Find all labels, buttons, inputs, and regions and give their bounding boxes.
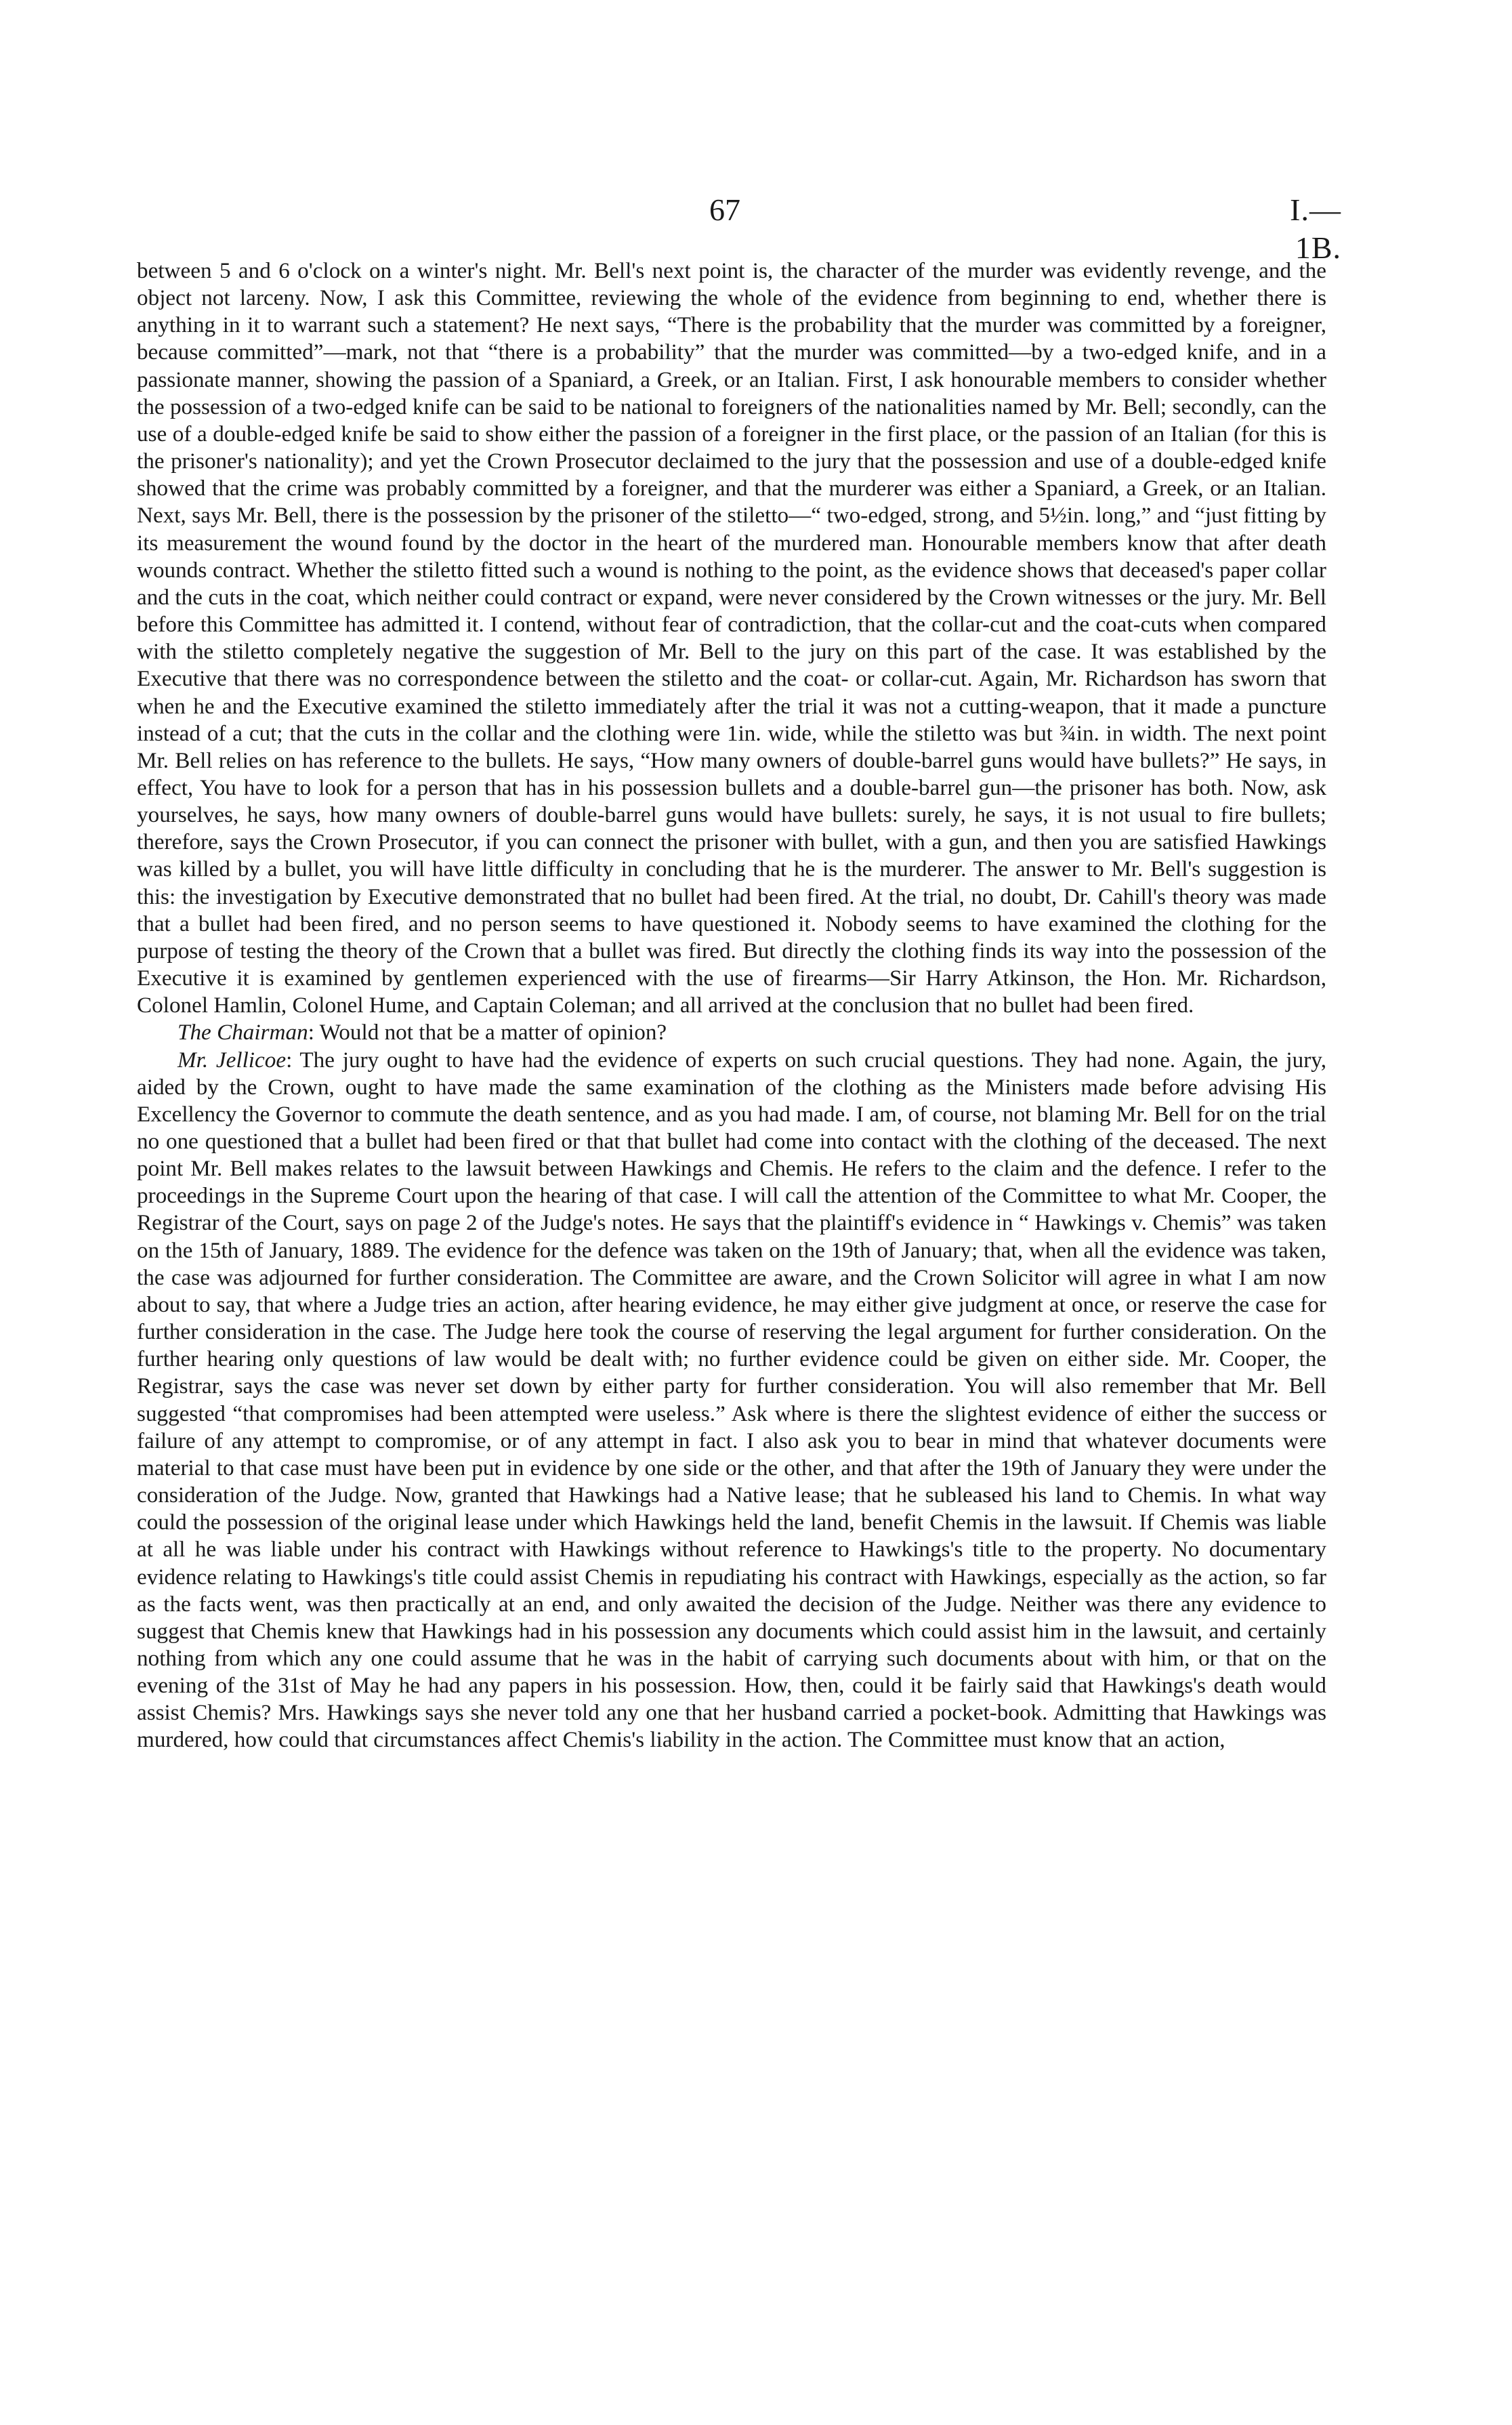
speaker-name: Mr. Jellicoe (177, 1047, 287, 1073)
paragraph-text: : The jury ought to have had the evidence of experts on such crucial questions. They had none. Again, the jury, aided by the Crown, ought to have made the same examination of the clothing as the Ministers made before advising His Excellency the Governor to commute the death sentence, and as you had made. I am, of course, not blaming Mr. Bell for on the trial no one questioned that a bullet had been fired or that that bullet had come into contact with the clothing of the deceased. The next point Mr. Bell makes relates to the lawsuit between Hawkings and Chemis. He refers to the claim and the defence. I refer to the proceedings in the Supreme Court upon the hearing of that case. I will call the attention of the Committee to what Mr. Cooper, the Registrar of the Court, says on page 2 of the Judge's notes. He says that the plaintiff's evidence in “ Hawkings v. Chemis” was taken on the 15th of January, 1889. The evidence for the defence was taken on the 19th of January; that, when all the evidence was taken, the case was adjourned for further consideration. The Committee are aware, and the Crown Solicitor will agree in what I am now about to say, that where a Judge tries an action, after hearing evidence, he may either give judgment at once, or reserve the case for further consideration in the case. The Judge here took the course of reserving the legal argument for further consideration. On the further hearing only questions of law would be dealt with; no further evidence could be given on either side. Mr. Cooper, the Registrar, says the case was never set down by either party for further consideration. You will also remember that Mr. Bell suggested “that compromises had been attempted were useless.” Ask where is there the slightest evidence of either the success or failure of any attempt to compromise, or of any attempt in fact. I also ask you to bear in mind that whatever documents were material to that case must have been put in evidence by one side or the other, and that after the 19th of January they were under the consideration of the Judge. Now, granted that Hawkings had a Native lease; that he subleased his land to Chemis. In what way could the possession of the original lease under which Hawkings held the land, benefit Chemis in the lawsuit. If Chemis was liable at all he was liable under his contract with Hawkings without reference to Hawkings's title to the property. No documentary evidence relating to Hawkings's title could assist Chemis in repudiating his contract with Hawkings, especially as the action, so far as the facts went, was then practically at an end, and only awaited the decision of the Judge. Neither was there any evidence to suggest that Chemis knew that Hawkings had in his possession any documents which could assist him in the lawsuit, and certainly nothing from which any one could assume that he was in the habit of carrying such documents about with him, or that on the evening of the 31st of May he had any papers in his possession. How, then, could it be fairly said that Hawkings's death would assist Chemis? Mrs. Hawkings says she never told any one that her husband carried a pocket-book. Admitting that Hawkings was murdered, how could that circumstances affect Chemis's liability in the action. The Committee must know that an action, (137, 1047, 1326, 1753)
document-reference: I.—1B. (1290, 192, 1341, 265)
speaker-name: The Chairman (177, 1020, 308, 1045)
paragraph-text: between 5 and 6 o'clock on a winter's night. Mr. Bell's next point is, the character of the murder was evidently revenge, and the object not larceny. Now, I ask this Committee, reviewing the whole of the evidence from beginning to end, whether there is anything in it to warrant such a statement? He next says, “There is the probability that the murder was committed by a foreigner, because committed”—mark, not that “there is a probability” that the murder was committed—by a two-edged knife, and in a passionate manner, showing the passion of a Spaniard, a Greek, or an Italian. First, I ask honourable members to consider whether the possession of a two-edged knife can be said to be national to foreigners of the nationalities named by Mr. Bell; secondly, can the use of a double-edged knife be said to show either the passion of a foreigner in the first place, or the passion of an Italian (for this is the prisoner's nationality); and yet the Crown Prosecutor declaimed to the jury that the possession and use of a double-edged knife showed that the crime was probably committed by a foreigner, and that the murderer was either a Spaniard, a Greek, or an Italian. Next, says Mr. Bell, there is the possession by the prisoner of the stiletto—“ two-edged, strong, and 5½in. long,” and “just fitting by its measurement the wound found by the doctor in the heart of the murdered man. Honourable members know that after death wounds contract. Whether the stiletto fitted such a wound is nothing to the point, as the evidence shows that deceased's paper collar and the cuts in the coat, which neither could contract or expand, were never considered by the Crown witnesses or the jury. Mr. Bell before this Committee has admitted it. I contend, without fear of contradiction, that the collar-cut and the coat-cuts when compared with the stiletto completely negative the suggestion of Mr. Bell to the jury on this part of the case. It was established by the Executive that there was no correspondence between the stiletto and the coat- or collar-cut. Again, Mr. Richardson has sworn that when he and the Executive examined the stiletto immediately after the trial it was not a cutting-weapon, that it made a puncture instead of a cut; that the cuts in the collar and the clothing were 1in. wide, while the stiletto was but ¾in. in width. The next point Mr. Bell relies on has reference to the bullets. He says, “How many owners of double-barrel guns would have bullets?” He says, in effect, You have to look for a person that has in his possession bullets and a double-barrel gun—the prisoner has both. Now, ask yourselves, he says, how many owners of double-barrel guns would have bullets: surely, he says, it is not usual to fire bullets; therefore, says the Crown Prosecutor, if you can connect the prisoner with bullet, with a gun, and then you are satisfied Hawkings was killed by a bullet, you will have little difficulty in concluding that he is the murderer. The answer to Mr. Bell's suggestion is this: the investigation by Executive demonstrated that no bullet had been fired. At the trial, no doubt, Dr. Cahill's theory was made that a bullet had been fired, and no person seems to have questioned it. Nobody seems to have examined the clothing for the purpose of testing the theory of the Crown that a bullet was fired. But directly the clothing finds its way into the possession of the Executive it is examined by gentlemen experienced with the use of firearms—Sir Harry Atkinson, the Hon. Mr. Richardson, Colonel Hamlin, Colonel Hume, and Captain Coleman; and all arrived at the conclusion that no bullet had been fired. (137, 258, 1326, 1018)
page-number: 67 (709, 192, 740, 227)
paragraph-text: : Would not that be a matter of opinion? (308, 1020, 667, 1045)
body-text (137, 257, 1326, 1754)
paragraph-chairman (137, 1019, 1326, 1046)
paragraph-bell-points (137, 257, 1326, 1019)
paragraph-jellicoe (137, 1047, 1326, 1754)
